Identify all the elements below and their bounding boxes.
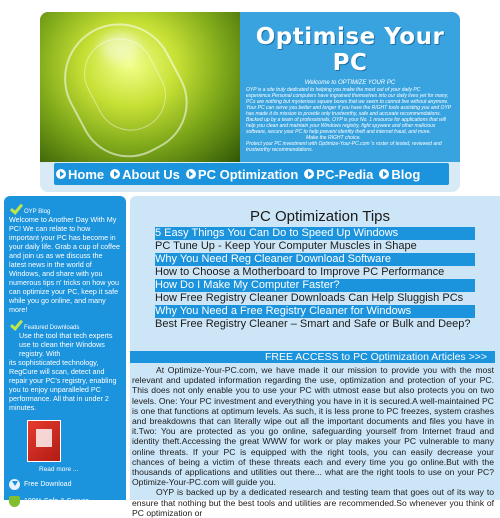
arrow-circle-icon bbox=[304, 169, 314, 179]
body-paragraph-1: At Optimize-Your-PC.com, we have made it our mission to provide you with the most relevant and updated information regarding the use, optimization and protection of your PC. This does not only enable you to use your PC with utmost ease but also protects you on two levels. One: Your PC investment and everything you have in it is secured.A well-maintained PC is one that functions at optimum levels. As such, it is less prone to PC freezes, system crashes and breakdowns that can literally wipe out all the important documents and files you have in it.Two: You are protected as you go online, safeguarding yourself from Internet fraud and identity theft.Accessing the great WWW for work or play makes your PC vulnerable to many online threats. If your PC is equipped with the right tools, you can easily decrease your chances of being a victim of these threats each and every time you go online.But with the thousands of applications and utilities out there... what are the right tools to use on your PC?Optimize-Your-PC.com will guide you. bbox=[132, 365, 494, 488]
arrow-circle-icon bbox=[56, 169, 66, 179]
hero-mouse-image bbox=[40, 12, 240, 162]
free-download-link[interactable]: Free Download bbox=[9, 479, 121, 490]
tip-link[interactable]: How Free Registry Cleaner Downloads Can Help Sluggish PCs bbox=[155, 292, 464, 304]
tip-link[interactable]: Best Free Registry Cleaner – Smart and Safe or Bulk and Deep? bbox=[155, 318, 471, 330]
download-icon bbox=[9, 479, 20, 490]
arrow-circle-icon bbox=[379, 169, 389, 179]
regcure-product-box[interactable] bbox=[27, 420, 61, 462]
site-title: Optimise Your PC bbox=[255, 24, 445, 76]
shield-icon bbox=[9, 496, 20, 507]
intro-paragraph-2: Your PC can serve you better and longer if you have the RIGHT tools assisting you and OYP has made it its mission to provide only trustworthy, safe and accurate recommendations. Backed up by a team of professionals, OYP is your No. 1 resource for applications that will help you clean and maintain your Windows registry, fight spyware and other malicious software, secure your PC to help prevent identity theft and internet fraud, and more. bbox=[246, 105, 451, 135]
tips-title: PC Optimization Tips bbox=[249, 208, 391, 225]
header-info-panel bbox=[240, 12, 460, 162]
nav-home[interactable]: Home bbox=[56, 167, 104, 182]
featured-section-header bbox=[9, 318, 121, 331]
body-paragraph-2: OYP is backed up by a dedicated research and testing team that goes out of its way to ensure that nothing but the best tools and utilities are recommended.So whenever you think of PC optimization or bbox=[132, 487, 494, 518]
sidebar bbox=[4, 196, 126, 505]
read-more-link[interactable]: Read more ... bbox=[39, 466, 79, 473]
featured-text-2: its sophisticated technology, RegCure will scan, detect and repair your PC's registry, enabling you to enjoy unparalleled PC performance. All that in under 2 minutes. bbox=[9, 358, 117, 412]
tip-link[interactable]: How Do I Make My Computer Faster? bbox=[155, 279, 475, 292]
blog-title[interactable]: OYP Blog bbox=[24, 209, 51, 215]
tip-link[interactable]: Why You Need Reg Cleaner Download Software bbox=[155, 253, 475, 266]
tip-link[interactable]: Why You Need a Free Registry Cleaner for Windows bbox=[155, 305, 475, 318]
nav-about-us[interactable]: About Us bbox=[110, 167, 180, 182]
nav-pc-optimization[interactable]: PC Optimization bbox=[186, 167, 298, 182]
welcome-heading: Welcome to OPTIMIZE YOUR PC bbox=[304, 80, 396, 86]
blog-text: Welcome to Another Day With My PC! We can relate to how important your PC has become in your daily life. Grab a cup of coffee and join us as we discuss the latest news in the world of Windows, and share with you numerous tips n' tricks on how you can optimize your PC, keep it safe while you go online, and many more! bbox=[9, 215, 120, 314]
tip-link[interactable]: 5 Easy Things You Can Do to Speed Up Windows bbox=[155, 227, 475, 240]
free-access-link[interactable]: FREE ACCESS to PC Optimization Articles >>> bbox=[130, 351, 495, 363]
main-content bbox=[130, 196, 500, 518]
tip-link[interactable]: How to Choose a Motherboard to Improve PC Performance bbox=[155, 266, 445, 278]
safe-secure-badge: 100% Safe & Secure bbox=[9, 496, 121, 507]
intro-paragraph-3: Make the RIGHT choice. bbox=[306, 135, 361, 141]
arrow-circle-icon bbox=[110, 169, 120, 179]
featured-title: Featured Downloads bbox=[24, 325, 80, 331]
blog-section-header bbox=[9, 202, 121, 215]
intro-paragraph-4: Protect your PC investment with Optimize-Your-PC.com 's roster of tested, reviewed and trustworthy recommendations. bbox=[246, 141, 442, 153]
featured-text-1: Use the tool that tech experts use to clean their Windows registry. With bbox=[19, 331, 113, 358]
tips-list bbox=[130, 227, 500, 331]
nav-blog[interactable]: Blog bbox=[379, 167, 420, 182]
checkmark-icon bbox=[9, 202, 22, 215]
mouse-glow bbox=[100, 32, 140, 62]
tip-link[interactable]: PC Tune Up - Keep Your Computer Muscles in Shape bbox=[155, 240, 417, 252]
nav-pc-pedia[interactable]: PC-Pedia bbox=[304, 167, 373, 182]
arrow-circle-icon bbox=[186, 169, 196, 179]
body-text bbox=[130, 363, 500, 518]
main-navigation bbox=[54, 163, 449, 185]
intro-paragraph-1: OYP is a site truly dedicated to helping you make the most out of your daily PC experience.Personal computers have ingrained themselves into our daily lives yet for many, PCs are nothing but mysterious square boxes that we seem to cannot live without anymore. bbox=[246, 87, 449, 105]
checkmark-icon bbox=[9, 318, 22, 331]
